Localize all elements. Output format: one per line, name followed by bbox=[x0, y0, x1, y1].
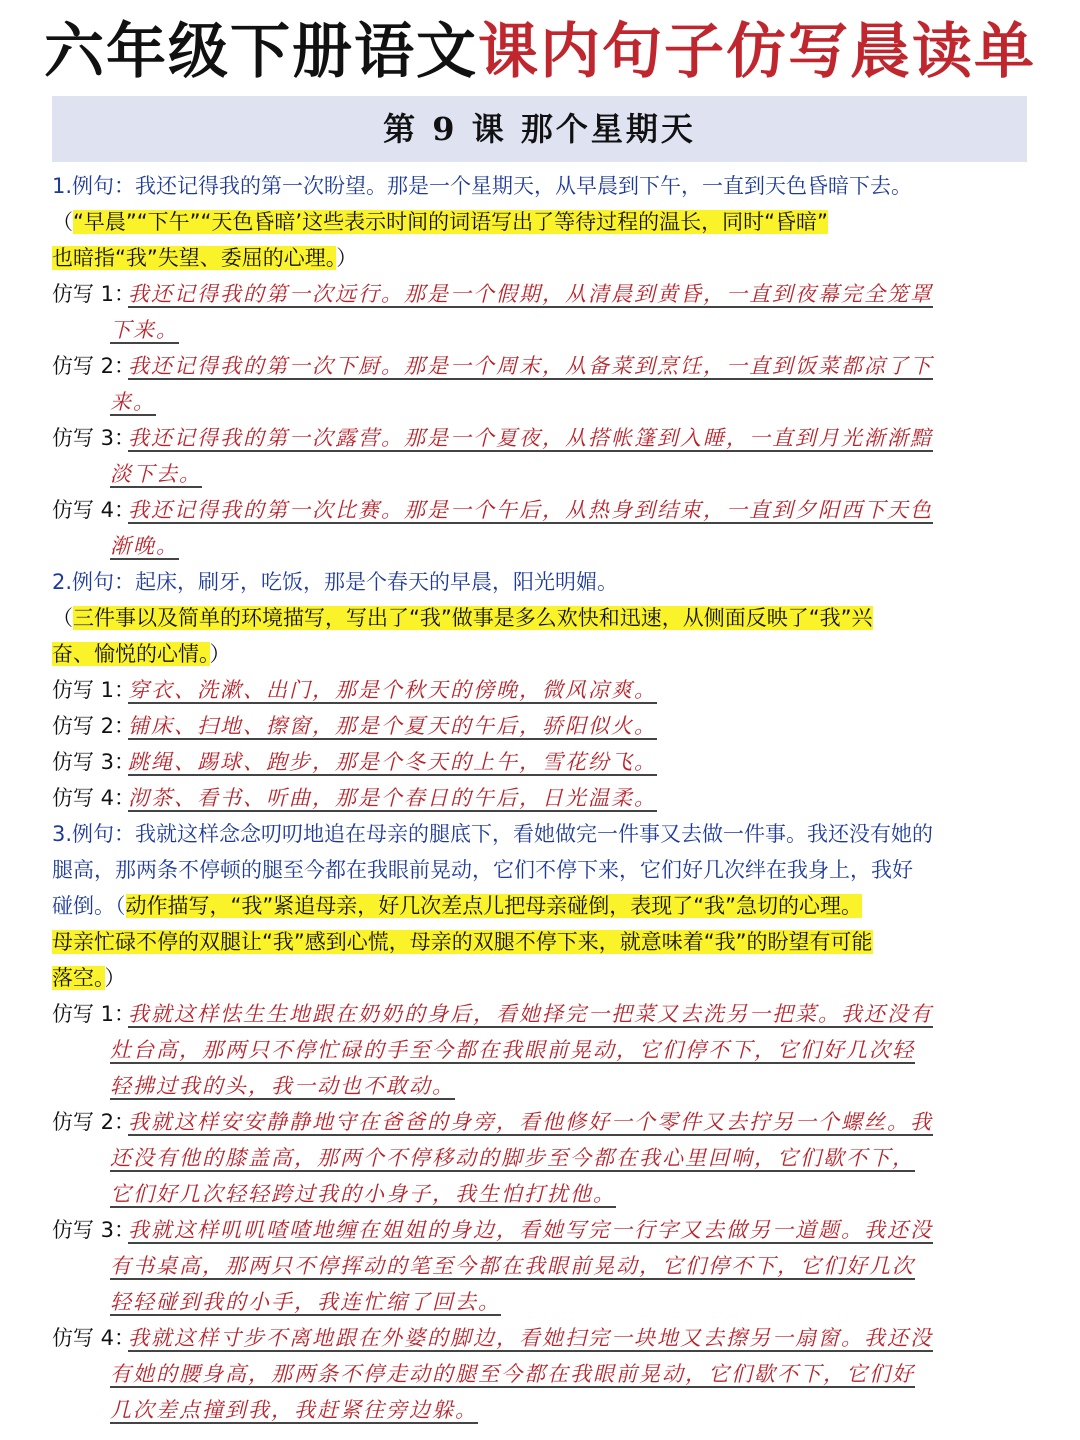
imitation-line: 穿衣、洗漱、出门，那是个秋天的傍晚，微风凉爽。 bbox=[128, 678, 657, 702]
imitation-label: 仿写 2： bbox=[52, 714, 136, 738]
imitation-2-3 bbox=[52, 744, 1032, 780]
imitation-2-2 bbox=[52, 708, 1032, 744]
imitation-2-1 bbox=[52, 672, 1032, 708]
imitation-text bbox=[110, 1104, 1028, 1212]
imitation-line: 跳绳、踢球、跑步，那是个冬天的上午，雪花纷飞。 bbox=[128, 750, 657, 774]
note-highlight: 也暗指“我”失望、委屈的心理。 bbox=[52, 246, 337, 270]
note-close: ） bbox=[104, 966, 126, 990]
note-highlight: 三件事以及简单的环境描写，写出了“我”做事是多么欢快和迅速，从侧面反映了“我”兴 bbox=[73, 606, 873, 630]
imitation-text bbox=[128, 672, 1028, 708]
imitation-line: 灶台高，那两只不停忙碌的手至今都在我眼前晃动，它们停不下，它们好几次轻 bbox=[110, 1038, 915, 1062]
imitation-line: 我还记得我的第一次下厨。那是一个周末，从备菜到烹饪，一直到饭菜都凉了下 bbox=[128, 354, 933, 378]
imitation-line: 我就这样寸步不离地跟在外婆的脚边，看她扫完一块地又去擦另一扇窗。我还没 bbox=[128, 1326, 933, 1350]
imitation-line: 我还记得我的第一次比赛。那是一个午后，从热身到结束，一直到夕阳西下天色 bbox=[128, 498, 933, 522]
imitation-line: 我就这样安安静静地守在爸爸的身旁，看他修好一个零件又去拧另一个螺丝。我 bbox=[128, 1110, 933, 1134]
imitation-label: 仿写 4： bbox=[52, 498, 136, 522]
note-close: ） bbox=[336, 246, 358, 270]
note-open: （ bbox=[52, 606, 73, 630]
imitation-line: 我还记得我的第一次露营。那是一个夏夜，从搭帐篷到入睡，一直到月光渐渐黯 bbox=[128, 426, 933, 450]
imitation-line: 下来。 bbox=[110, 318, 179, 342]
example-sentence-1: 1.例句：我还记得我的第一次盼望。那是一个星期天，从早晨到下午，一直到天色昏暗下去。 bbox=[52, 174, 913, 198]
imitation-text bbox=[110, 348, 1028, 420]
imitation-line: 有书桌高，那两只不停挥动的笔至今都在我眼前晃动，它们停不下，它们好几次 bbox=[110, 1254, 915, 1278]
example-note-2-cont bbox=[52, 636, 1032, 672]
imitation-line: 几次差点撞到我，我赶紧往旁边躲。 bbox=[110, 1398, 478, 1422]
imitation-line: 我就这样叽叽喳喳地缠在姐姐的身边，看她写完一行字又去做另一道题。我还没 bbox=[128, 1218, 933, 1242]
imitation-label: 仿写 2： bbox=[52, 1110, 136, 1134]
example-note-3-cont bbox=[52, 924, 1032, 960]
imitation-line: 我还记得我的第一次远行。那是一个假期，从清晨到黄昏，一直到夜幕完全笼罩 bbox=[128, 282, 933, 306]
example-note-2 bbox=[52, 600, 1032, 636]
example-sentence-3-end bbox=[52, 888, 1032, 924]
example-sentence-2: 2.例句：起床，刷牙，吃饭，那是个春天的早晨，阳光明媚。 bbox=[52, 570, 619, 594]
example-fragment: 碰倒。（ bbox=[52, 894, 126, 918]
lesson-header: 第 9 课 那个星期天 bbox=[52, 96, 1027, 162]
note-highlight: 母亲忙碌不停的双腿让“我”感到心慌，母亲的双腿不停下来，就意味着“我”的盼望有可能 bbox=[52, 930, 873, 954]
imitation-line: 它们好几次轻轻跨过我的小身子，我生怕打扰他。 bbox=[110, 1182, 616, 1206]
imitation-3-2 bbox=[52, 1104, 1032, 1212]
imitation-label: 仿写 1： bbox=[52, 1002, 136, 1026]
imitation-line: 沏茶、看书、听曲，那是个春日的午后，日光温柔。 bbox=[128, 786, 657, 810]
imitation-label: 仿写 1： bbox=[52, 678, 136, 702]
imitation-3-1 bbox=[52, 996, 1032, 1104]
example-note-1 bbox=[52, 204, 1032, 240]
imitation-1-1 bbox=[52, 276, 1032, 348]
imitation-line: 淡下去。 bbox=[110, 462, 202, 486]
content-area bbox=[52, 168, 1032, 1428]
imitation-text bbox=[128, 744, 1028, 780]
imitation-line: 还没有他的膝盖高，那两个不停移动的脚步至今都在我心里回响，它们歇不下， bbox=[110, 1146, 915, 1170]
imitation-label: 仿写 3： bbox=[52, 750, 136, 774]
imitation-label: 仿写 3： bbox=[52, 1218, 136, 1242]
title-part-black: 六年级下册语文 bbox=[44, 17, 478, 87]
imitation-3-3 bbox=[52, 1212, 1032, 1320]
note-highlight: 奋、愉悦的心情。 bbox=[52, 642, 210, 666]
imitation-line: 轻拂过我的头，我一动也不敢动。 bbox=[110, 1074, 455, 1098]
imitation-line: 渐晚。 bbox=[110, 534, 179, 558]
note-highlight: 落空。 bbox=[52, 966, 105, 990]
example-note-1-cont bbox=[52, 240, 1032, 276]
imitation-1-3 bbox=[52, 420, 1032, 492]
note-highlight: “早晨”“下午”“天色昏暗’这些表示时间的词语写出了等待过程的温长，同时“昏暗” bbox=[73, 210, 828, 234]
title-part-red: 课内句子仿写晨读单 bbox=[478, 17, 1036, 87]
note-highlight: 动作描写，“我”紧追母亲，好几次差点儿把母亲碰倒，表现了“我”急切的心理。 bbox=[125, 894, 863, 918]
imitation-1-2 bbox=[52, 348, 1032, 420]
imitation-text bbox=[110, 276, 1028, 348]
imitation-text bbox=[110, 996, 1028, 1104]
example-sentence-3: 3.例句：我就这样念念叨叨地追在母亲的腿底下，看她做完一件事又去做一件事。我还没有她的 bbox=[52, 822, 934, 846]
imitation-text bbox=[128, 780, 1028, 816]
imitation-line: 铺床、扫地、擦窗，那是个夏天的午后，骄阳似火。 bbox=[128, 714, 657, 738]
imitation-1-4 bbox=[52, 492, 1032, 564]
example-sentence-3-cont: 腿高，那两条不停顿的腿至今都在我眼前晃动，它们不停下来，它们好几次绊在我身上，我好 bbox=[52, 858, 913, 882]
imitation-line: 来。 bbox=[110, 390, 156, 414]
imitation-line: 轻轻碰到我的小手，我连忙缩了回去。 bbox=[110, 1290, 501, 1314]
imitation-label: 仿写 4： bbox=[52, 1326, 136, 1350]
imitation-label: 仿写 3： bbox=[52, 426, 136, 450]
note-close: ） bbox=[209, 642, 231, 666]
note-open: （ bbox=[52, 210, 73, 234]
imitation-label: 仿写 1： bbox=[52, 282, 136, 306]
imitation-text bbox=[110, 420, 1028, 492]
page-title bbox=[0, 14, 1080, 90]
imitation-text bbox=[128, 708, 1028, 744]
imitation-label: 仿写 2： bbox=[52, 354, 136, 378]
example-note-3-end bbox=[52, 960, 1032, 996]
imitation-line: 有她的腰身高，那两条不停走动的腿至今都在我眼前晃动，它们歇不下，它们好 bbox=[110, 1362, 915, 1386]
imitation-3-4 bbox=[52, 1320, 1032, 1428]
imitation-line: 我就这样怯生生地跟在奶奶的身后，看她择完一把菜又去洗另一把菜。我还没有 bbox=[128, 1002, 933, 1026]
imitation-text bbox=[110, 1212, 1028, 1320]
imitation-text bbox=[110, 492, 1028, 564]
imitation-2-4 bbox=[52, 780, 1032, 816]
imitation-text bbox=[110, 1320, 1028, 1428]
imitation-label: 仿写 4： bbox=[52, 786, 136, 810]
